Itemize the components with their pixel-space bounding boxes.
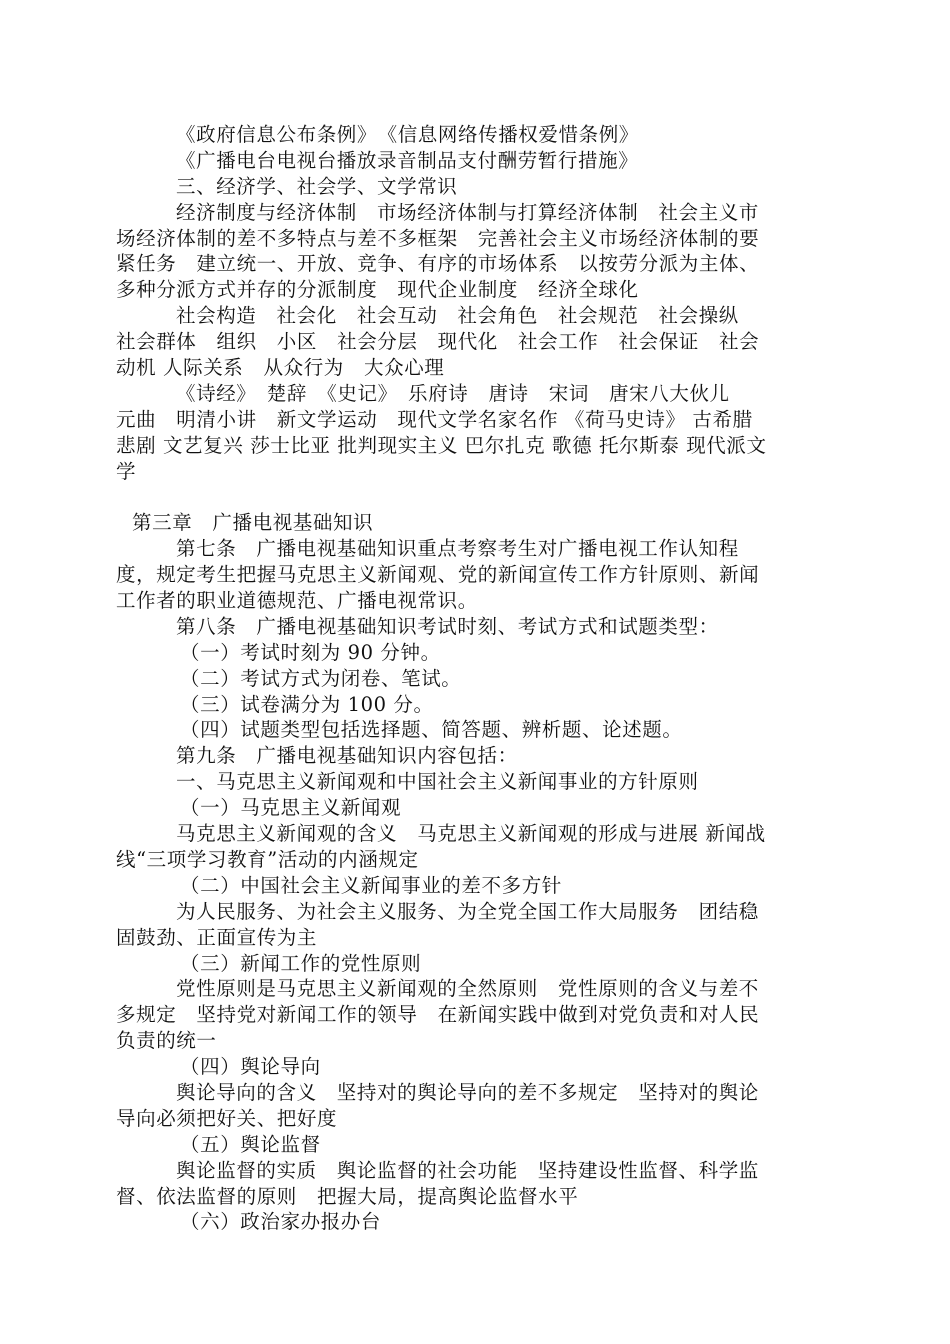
text-line: 《政府信息公布条例》 《信息网络传播权爱惜条例》 [176, 123, 639, 146]
paragraph-line: 负责的统一 [116, 1029, 217, 1053]
paragraph-line: 元曲 明清小讲 新文学运动 现代文学名家名作 《荷马史诗》 古希腊 [116, 407, 753, 431]
paragraph-line: 舆论导向的含义 坚持对的舆论导向的差不多规定 坚持对的舆论 [176, 1080, 759, 1104]
paragraph-line: 紧任务 建立统一、开放、竞争、有序的市场体系 以按劳分派为主体、 [116, 252, 760, 276]
paragraph-line: 马克思主义新闻观的含义 马克思主义新闻观的形成与进展 新闻战 [176, 822, 766, 846]
paragraph-line: 悲剧 文艺复兴 莎士比亚 批判现实主义 巴尔扎克 歌德 托尔斯泰 现代派文 [116, 433, 767, 457]
list-item: （三）试卷满分为 100 分。 [180, 692, 434, 716]
article-line: 度，规定考生把握马克思主义新闻观、党的新闻宣传工作方针原则、新闻 [116, 563, 760, 587]
document-body [116, 122, 832, 1235]
chapter-heading: 第三章 广播电视基础知识 [132, 511, 374, 535]
paragraph-line: 舆论监督的实质 舆论监督的社会功能 坚持建设性监督、科学监 [176, 1158, 759, 1182]
paragraph-line: 社会群体 组织 小区 社会分层 现代化 社会工作 社会保证 社会 [116, 330, 760, 354]
paragraph-line: 社会构造 社会化 社会互动 社会角色 社会规范 社会操纵 [176, 304, 739, 328]
paragraph-line: 学 [116, 459, 137, 483]
paragraph-line: 固鼓劲、正面宣传为主 [116, 925, 318, 949]
section-heading: 一、马克思主义新闻观和中国社会主义新闻事业的方针原则 [176, 770, 699, 794]
blank-line [116, 484, 832, 510]
subsection-heading: （四）舆论导向 [180, 1055, 321, 1079]
paragraph-line: 为人民服务、为社会主义服务、为全党全国工作大局服务 团结稳 [176, 899, 759, 923]
text-line: 《广播电台电视台播放录音制品支付酬劳暂行措施》 [176, 148, 639, 172]
article-line: 第七条 广播电视基础知识重点考察考生对广播电视工作认知程 [176, 537, 739, 561]
paragraph-line: 动机 人际关系 从众行为 大众心理 [116, 356, 445, 380]
subsection-heading: （二）中国社会主义新闻事业的差不多方针 [180, 873, 562, 897]
subsection-heading: （三）新闻工作的党性原则 [180, 951, 422, 975]
list-item: （二）考试方式为闭卷、笔试。 [180, 666, 462, 690]
subsection-heading: （五）舆论监督 [180, 1132, 321, 1156]
paragraph-line: 多种分派方式并存的分派制度 现代企业制度 经济全球化 [116, 278, 639, 302]
paragraph-line: 场经济体制的差不多特点与差不多框架 完善社会主义市场经济体制的要 [116, 226, 760, 250]
paragraph-line: 导向必须把好关、把好度 [116, 1106, 338, 1130]
subsection-heading: （一）马克思主义新闻观 [180, 796, 402, 820]
list-item: （四）试题类型包括选择题、简答题、辨析题、论述题。 [180, 718, 683, 742]
paragraph-line: 《诗经》 楚辞 《史记》 乐府诗 唐诗 宋词 唐宋八大伙儿 [176, 381, 730, 405]
list-item: （一）考试时刻为 90 分钟。 [180, 640, 441, 664]
article-line: 工作者的职业道德规范、广播电视常识。 [116, 589, 478, 613]
paragraph-line: 经济制度与经济体制 市场经济体制与打算经济体制 社会主义市 [176, 200, 759, 224]
article-line: 第九条 广播电视基础知识内容包括： [176, 744, 518, 768]
article-line: 第八条 广播电视基础知识考试时刻、考试方式和试题类型： [176, 614, 719, 638]
paragraph-line: 多规定 坚持党对新闻工作的领导 在新闻实践中做到对党负责和对人民 [116, 1003, 760, 1027]
paragraph-line: 党性原则是马克思主义新闻观的全然原则 党性原则的含义与差不 [176, 977, 759, 1001]
subsection-heading: （六）政治家办报办台 [180, 1210, 382, 1234]
section-heading: 三、经济学、社会学、文学常识 [176, 174, 458, 198]
paragraph-line: 线“三项学习教育”活动的内涵规定 [116, 847, 419, 871]
paragraph-line: 督、依法监督的原则 把握大局，提高舆论监督水平 [116, 1184, 579, 1208]
